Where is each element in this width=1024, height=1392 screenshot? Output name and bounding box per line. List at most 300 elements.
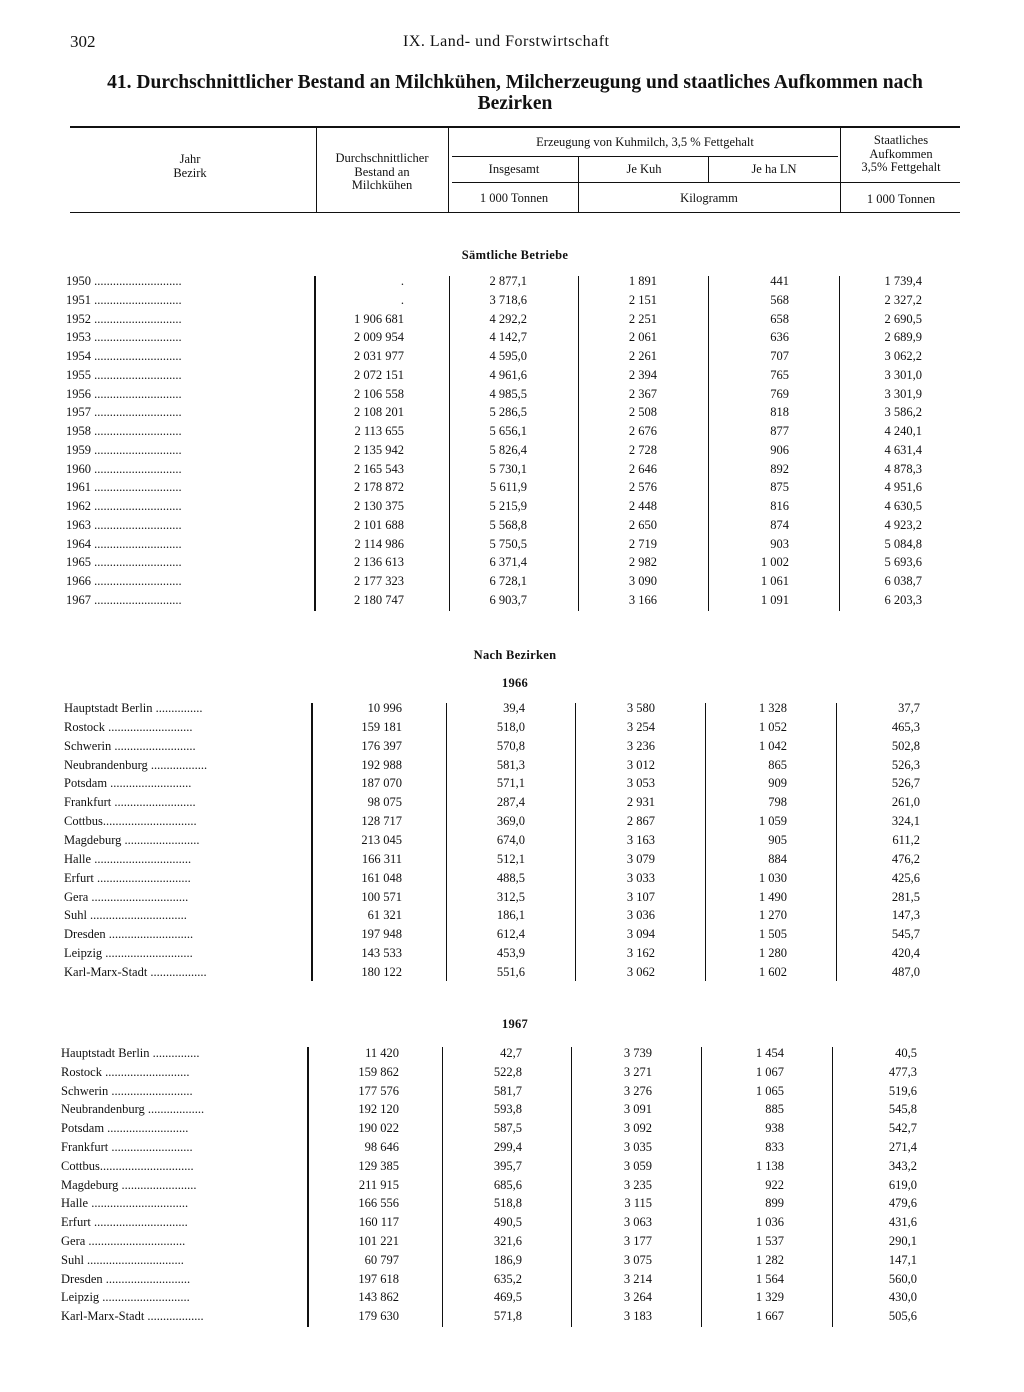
cell-je-kuh: 3 236 [626,738,655,753]
cell-aufkommen: 431,6 [888,1215,917,1230]
cell-je-ha: 1 059 [758,814,787,829]
row-label: 1959 ............................ [66,442,182,457]
header-bottom-rule [70,212,960,213]
cell-aufkommen: 420,4 [891,946,920,961]
cell-bestand: 143 533 [361,946,402,961]
cell-je-ha: 1 282 [755,1252,784,1267]
cell-je-ha: 1 328 [758,701,787,715]
cell-je-kuh: 3 264 [623,1290,652,1305]
table-row [0,1178,1019,1196]
cell-je-kuh: 3 036 [626,908,655,923]
row-label: 1958 ............................ [66,424,182,438]
cell-insgesamt: 518,0 [496,719,525,734]
cell-aufkommen: 560,0 [888,1271,917,1286]
table-row [0,293,1024,311]
table-row [0,518,1024,536]
row-label: Dresden ........................... [64,927,194,942]
cell-aufkommen: 502,8 [891,738,920,753]
row-label: Gera ............................... [61,1234,186,1248]
cell-insgesamt: 469,5 [493,1290,522,1305]
cell-bestand: 166 311 [361,851,402,866]
cell-aufkommen: 545,8 [888,1102,917,1117]
cell-aufkommen: 3 301,9 [884,386,922,401]
cell-insgesamt: 453,9 [496,946,525,961]
cell-aufkommen: 37,7 [898,701,920,715]
row-label: 1954 ............................ [66,349,182,363]
row-label: Schwerin .......................... [64,738,196,753]
header-top-rule [70,126,960,128]
cell-je-ha: 877 [770,424,789,438]
cell-bestand: 190 022 [358,1121,399,1136]
cell-insgesamt: 4 292,2 [489,311,527,326]
cell-je-ha: 798 [768,795,787,810]
cell-insgesamt: 571,1 [496,776,525,791]
cell-insgesamt: 5 730,1 [489,461,527,476]
cell-je-kuh: 3 183 [623,1309,652,1324]
cell-bestand: 177 576 [358,1083,399,1098]
cell-insgesamt: 5 826,4 [489,442,527,457]
table-row [0,1272,1019,1290]
cell-je-ha: 658 [770,311,789,326]
cell-je-kuh: 3 063 [623,1215,652,1230]
cell-bestand: 180 122 [361,964,402,979]
cell-je-kuh: 3 177 [623,1234,652,1248]
cell-bestand: 197 948 [361,927,402,942]
table-row [0,537,1024,555]
cell-bestand: . [400,292,404,307]
table-row [0,499,1024,517]
cell-insgesamt: 4 142,7 [489,330,527,345]
cell-bestand: 143 862 [358,1290,399,1305]
cell-bestand: 2 114 986 [354,536,404,551]
header-sub-rule [452,182,960,183]
cell-aufkommen: 519,6 [888,1083,917,1098]
header-unit-kilogramm: Kilogramm [680,191,738,205]
table-row [0,701,1022,719]
cell-insgesamt: 6 371,4 [489,555,527,570]
cell-je-kuh: 2 867 [626,814,655,829]
cell-je-ha: 1 667 [755,1309,784,1324]
cell-je-ha: 1 030 [758,870,787,885]
row-label: Frankfurt .......................... [61,1140,193,1154]
cell-bestand: 98 075 [367,795,402,810]
cell-je-kuh: 3 035 [623,1140,652,1154]
cell-je-kuh: 2 646 [628,461,657,476]
table-row [0,574,1024,592]
row-label: Karl-Marx-Stadt .................. [64,964,207,979]
cell-bestand: 160 117 [358,1215,399,1230]
header-insgesamt: Insgesamt [488,162,540,176]
table-row [0,405,1024,423]
cell-bestand: 10 996 [367,701,402,715]
cell-je-ha: 885 [765,1102,784,1117]
cell-insgesamt: 4 961,6 [489,367,527,382]
table-row [0,1084,1019,1102]
cell-bestand: 2 165 543 [354,461,404,476]
cell-bestand: 2 072 151 [354,367,404,382]
cell-aufkommen: 4 630,5 [884,499,922,513]
cell-aufkommen: 3 062,2 [884,349,922,363]
cell-je-ha: 899 [765,1196,784,1211]
row-label: Cottbus.............................. [64,814,197,829]
cell-je-kuh: 2 931 [626,795,655,810]
cell-insgesamt: 571,8 [493,1309,522,1324]
row-label: Suhl ............................... [61,1252,184,1267]
cell-insgesamt: 2 877,1 [489,274,527,288]
cell-je-ha: 1 537 [755,1234,784,1248]
row-label: Hauptstadt Berlin ............... [61,1046,200,1060]
header-mid-rule [452,156,838,157]
table-row [0,1234,1019,1252]
cell-je-ha: 568 [770,292,789,307]
cell-aufkommen: 324,1 [891,814,920,829]
cell-aufkommen: 271,4 [888,1140,917,1154]
cell-bestand: 2 178 872 [354,480,404,495]
cell-je-ha: 875 [770,480,789,495]
cell-insgesamt: 551,6 [496,964,525,979]
table-row [0,312,1024,330]
cell-aufkommen: 4 240,1 [884,424,922,438]
cell-je-kuh: 3 162 [626,946,655,961]
cell-bestand: 192 120 [358,1102,399,1117]
cell-bestand: 2 113 655 [354,424,404,438]
table-row [0,1196,1019,1214]
cell-bestand: 2 009 954 [354,330,404,345]
cell-bestand: 166 556 [358,1196,399,1211]
table-row [0,1159,1019,1177]
row-label: Dresden ........................... [61,1271,191,1286]
cell-aufkommen: 611,2 [892,832,920,847]
cell-insgesamt: 186,1 [496,908,525,923]
row-label: Karl-Marx-Stadt .................. [61,1309,204,1324]
row-label: 1950 ............................ [66,274,182,288]
row-label: 1964 ............................ [66,536,182,551]
table-row [0,330,1024,348]
cell-aufkommen: 425,6 [891,870,920,885]
cell-bestand: 2 136 613 [354,555,404,570]
row-label: 1953 ............................ [66,330,182,345]
row-label: Halle ............................... [64,851,192,866]
row-label: Hauptstadt Berlin ............... [64,701,203,715]
row-label: 1962 ............................ [66,499,182,513]
table-title: 41. Durchschnittlicher Bestand an Milchkühen, Milcherzeugung und staatliches Aufkommen nach Bezirken [107,72,923,114]
section-heading-1966: 1966 [501,676,529,690]
row-label: Leipzig ............................ [61,1290,190,1305]
row-label: Potsdam .......................... [64,776,192,791]
cell-je-kuh: 2 982 [628,555,657,570]
cell-insgesamt: 5 286,5 [489,405,527,420]
cell-insgesamt: 5 750,5 [489,536,527,551]
cell-insgesamt: 312,5 [496,889,525,904]
table-row [0,274,1024,292]
cell-je-ha: 1 490 [758,889,787,904]
cell-bestand: 129 385 [358,1158,399,1173]
cell-je-kuh: 3 062 [626,964,655,979]
header-vrule-5 [840,127,841,212]
cell-je-ha: 818 [770,405,789,420]
cell-je-ha: 1 138 [755,1158,784,1173]
cell-je-ha: 1 505 [758,927,787,942]
cell-bestand: 1 906 681 [354,311,404,326]
cell-bestand: 211 915 [358,1177,399,1192]
cell-insgesamt: 5 656,1 [489,424,527,438]
cell-insgesamt: 4 595,0 [489,349,527,363]
cell-je-ha: 903 [770,536,789,551]
cell-je-kuh: 3 107 [626,889,655,904]
table-row [0,795,1022,813]
table-row [0,1065,1019,1083]
header-row-label: Jahr Bezirk [173,152,207,180]
cell-bestand: 197 618 [358,1271,399,1286]
cell-je-kuh: 2 650 [628,517,657,532]
row-label: Neubrandenburg .................. [61,1102,205,1117]
table-row [0,349,1024,367]
cell-je-kuh: 2 508 [628,405,657,420]
cell-je-ha: 884 [768,851,787,866]
header-aufkommen: Staatliches Aufkommen 3,5% Fettgehalt [861,133,941,174]
cell-bestand: 179 630 [358,1309,399,1324]
row-label: Magdeburg ........................ [64,832,200,847]
row-label: 1952 ............................ [66,311,182,326]
cell-insgesamt: 395,7 [493,1158,522,1173]
cell-bestand: 2 108 201 [354,405,404,420]
cell-insgesamt: 581,3 [496,757,525,772]
row-label: Neubrandenburg .................. [64,757,208,772]
cell-aufkommen: 465,3 [891,719,920,734]
cell-je-kuh: 3 090 [628,574,657,588]
cell-je-kuh: 3 254 [626,719,655,734]
cell-bestand: 98 646 [364,1140,399,1154]
cell-je-kuh: 3 115 [624,1196,652,1211]
row-label: 1965 ............................ [66,555,182,570]
cell-insgesamt: 5 215,9 [489,499,527,513]
row-label: Potsdam .......................... [61,1121,189,1136]
cell-je-kuh: 3 091 [623,1102,652,1117]
cell-aufkommen: 5 084,8 [884,536,922,551]
cell-aufkommen: 542,7 [888,1121,917,1136]
cell-je-kuh: 3 012 [626,757,655,772]
section-heading-bezirke: Nach Bezirken [473,648,557,662]
cell-aufkommen: 505,6 [888,1309,917,1324]
cell-insgesamt: 593,8 [493,1102,522,1117]
running-head: IX. Land- und Forstwirtschaft [403,33,610,50]
cell-je-kuh: 3 276 [623,1083,652,1098]
cell-bestand: 128 717 [361,814,402,829]
cell-je-kuh: 3 059 [623,1158,652,1173]
cell-je-ha: 1 091 [760,592,789,607]
table-row [0,555,1024,573]
cell-bestand: 2 135 942 [354,442,404,457]
cell-je-kuh: 2 151 [628,292,657,307]
cell-je-ha: 1 454 [755,1046,784,1060]
row-label: Cottbus.............................. [61,1158,194,1173]
cell-je-ha: 1 280 [758,946,787,961]
cell-aufkommen: 290,1 [888,1234,917,1248]
table-row [0,720,1022,738]
table-row [0,908,1022,926]
cell-je-ha: 769 [770,386,789,401]
cell-insgesamt: 490,5 [493,1215,522,1230]
cell-aufkommen: 5 693,6 [884,555,922,570]
cell-je-kuh: 2 448 [628,499,657,513]
cell-je-ha: 833 [765,1140,784,1154]
cell-insgesamt: 5 568,8 [489,517,527,532]
cell-bestand: 60 797 [364,1252,399,1267]
cell-je-kuh: 2 061 [628,330,657,345]
table-row [0,1309,1019,1327]
row-label: 1951 ............................ [66,292,182,307]
cell-insgesamt: 635,2 [493,1271,522,1286]
cell-aufkommen: 147,1 [888,1252,917,1267]
header-je-kuh: Je Kuh [626,162,662,176]
cell-insgesamt: 3 718,6 [489,292,527,307]
cell-insgesamt: 321,6 [493,1234,522,1248]
cell-aufkommen: 4 923,2 [884,517,922,532]
row-label: Halle ............................... [61,1196,189,1211]
cell-je-kuh: 3 580 [626,701,655,715]
header-vrule-4 [708,157,709,182]
cell-bestand: 192 988 [361,757,402,772]
cell-insgesamt: 6 728,1 [489,574,527,588]
cell-insgesamt: 522,8 [493,1064,522,1079]
table-row [0,1046,1019,1064]
cell-insgesamt: 369,0 [496,814,525,829]
cell-bestand: 2 130 375 [354,499,404,513]
cell-je-ha: 1 036 [755,1215,784,1230]
cell-je-kuh: 3 075 [623,1252,652,1267]
cell-je-ha: 1 042 [758,738,787,753]
table-row [0,890,1022,908]
section-heading-1967: 1967 [501,1017,529,1031]
row-label: 1966 ............................ [66,574,182,588]
cell-aufkommen: 2 327,2 [884,292,922,307]
cell-insgesamt: 518,8 [493,1196,522,1211]
table-row [0,776,1022,794]
row-label: Leipzig ............................ [64,946,193,961]
cell-bestand: 2 031 977 [354,349,404,363]
page-number: 302 [70,32,96,51]
row-label: Rostock ........................... [64,719,193,734]
cell-je-ha: 906 [770,442,789,457]
table-row [0,368,1024,386]
cell-insgesamt: 287,4 [496,795,525,810]
cell-aufkommen: 4 878,3 [884,461,922,476]
cell-je-ha: 865 [768,757,787,772]
cell-je-kuh: 2 394 [628,367,657,382]
cell-aufkommen: 4 951,6 [884,480,922,495]
table-row [0,833,1022,851]
cell-aufkommen: 6 203,3 [884,592,922,607]
cell-insgesamt: 4 985,5 [489,386,527,401]
cell-je-ha: 1 052 [758,719,787,734]
header-vrule-2 [448,127,449,212]
cell-bestand: 11 420 [365,1046,399,1060]
row-label: 1955 ............................ [66,367,182,382]
cell-insgesamt: 512,1 [496,851,525,866]
row-label: 1967 ............................ [66,592,182,607]
cell-je-kuh: 2 676 [628,424,657,438]
cell-aufkommen: 3 586,2 [884,405,922,420]
row-label: Rostock ........................... [61,1064,190,1079]
row-label: Frankfurt .......................... [64,795,196,810]
cell-aufkommen: 261,0 [891,795,920,810]
cell-je-kuh: 3 235 [623,1177,652,1192]
table-row [0,462,1024,480]
cell-je-ha: 1 002 [760,555,789,570]
cell-aufkommen: 4 631,4 [884,442,922,457]
cell-je-ha: 816 [770,499,789,513]
cell-bestand: 213 045 [361,832,402,847]
header-vrule-1 [316,127,317,212]
cell-je-ha: 1 564 [755,1271,784,1286]
cell-aufkommen: 619,0 [888,1177,917,1192]
cell-insgesamt: 39,4 [503,701,525,715]
row-label: 1956 ............................ [66,386,182,401]
header-unit-tonnen-2: 1 000 Tonnen [866,192,936,206]
cell-bestand: 161 048 [361,870,402,885]
cell-bestand: 187 070 [361,776,402,791]
cell-bestand: 176 397 [361,738,402,753]
cell-aufkommen: 6 038,7 [884,574,922,588]
table-row [0,480,1024,498]
cell-aufkommen: 3 301,0 [884,367,922,382]
header-bestand: Durchschnittlicher Bestand an Milchkühen [335,151,429,192]
cell-bestand: 2 106 558 [354,386,404,401]
table-row [0,814,1022,832]
table-row [0,758,1022,776]
cell-je-ha: 636 [770,330,789,345]
cell-je-ha: 1 065 [755,1083,784,1098]
table-row [0,1253,1019,1271]
cell-je-kuh: 3 053 [626,776,655,791]
cell-je-ha: 441 [770,274,789,288]
row-label: Erfurt .............................. [64,870,191,885]
cell-je-ha: 922 [765,1177,784,1192]
table-row [0,443,1024,461]
cell-je-kuh: 3 092 [623,1121,652,1136]
cell-je-ha: 1 329 [755,1290,784,1305]
cell-insgesamt: 674,0 [496,832,525,847]
cell-aufkommen: 147,3 [891,908,920,923]
header-unit-tonnen: 1 000 Tonnen [479,191,549,205]
cell-insgesamt: 612,4 [496,927,525,942]
cell-je-kuh: 1 891 [628,274,657,288]
table-row [0,965,1022,983]
cell-aufkommen: 2 690,5 [884,311,922,326]
cell-insgesamt: 42,7 [500,1046,522,1060]
cell-aufkommen: 2 689,9 [884,330,922,345]
row-label: Suhl ............................... [64,908,187,923]
cell-insgesamt: 587,5 [493,1121,522,1136]
row-label: 1960 ............................ [66,461,182,476]
cell-je-kuh: 3 214 [623,1271,652,1286]
cell-aufkommen: 1 739,4 [884,274,922,288]
cell-je-ha: 707 [770,349,789,363]
cell-bestand: 159 181 [361,719,402,734]
cell-je-ha: 1 270 [758,908,787,923]
cell-insgesamt: 488,5 [496,870,525,885]
cell-je-kuh: 3 739 [623,1046,652,1060]
cell-je-ha: 1 061 [760,574,789,588]
header-erzeugung: Erzeugung von Kuhmilch, 3,5 % Fettgehalt [536,135,754,149]
cell-aufkommen: 487,0 [891,964,920,979]
table-row [0,387,1024,405]
cell-je-ha: 938 [765,1121,784,1136]
row-label: 1957 ............................ [66,405,182,420]
cell-aufkommen: 430,0 [888,1290,917,1305]
table-row [0,1140,1019,1158]
table-row [0,1290,1019,1308]
